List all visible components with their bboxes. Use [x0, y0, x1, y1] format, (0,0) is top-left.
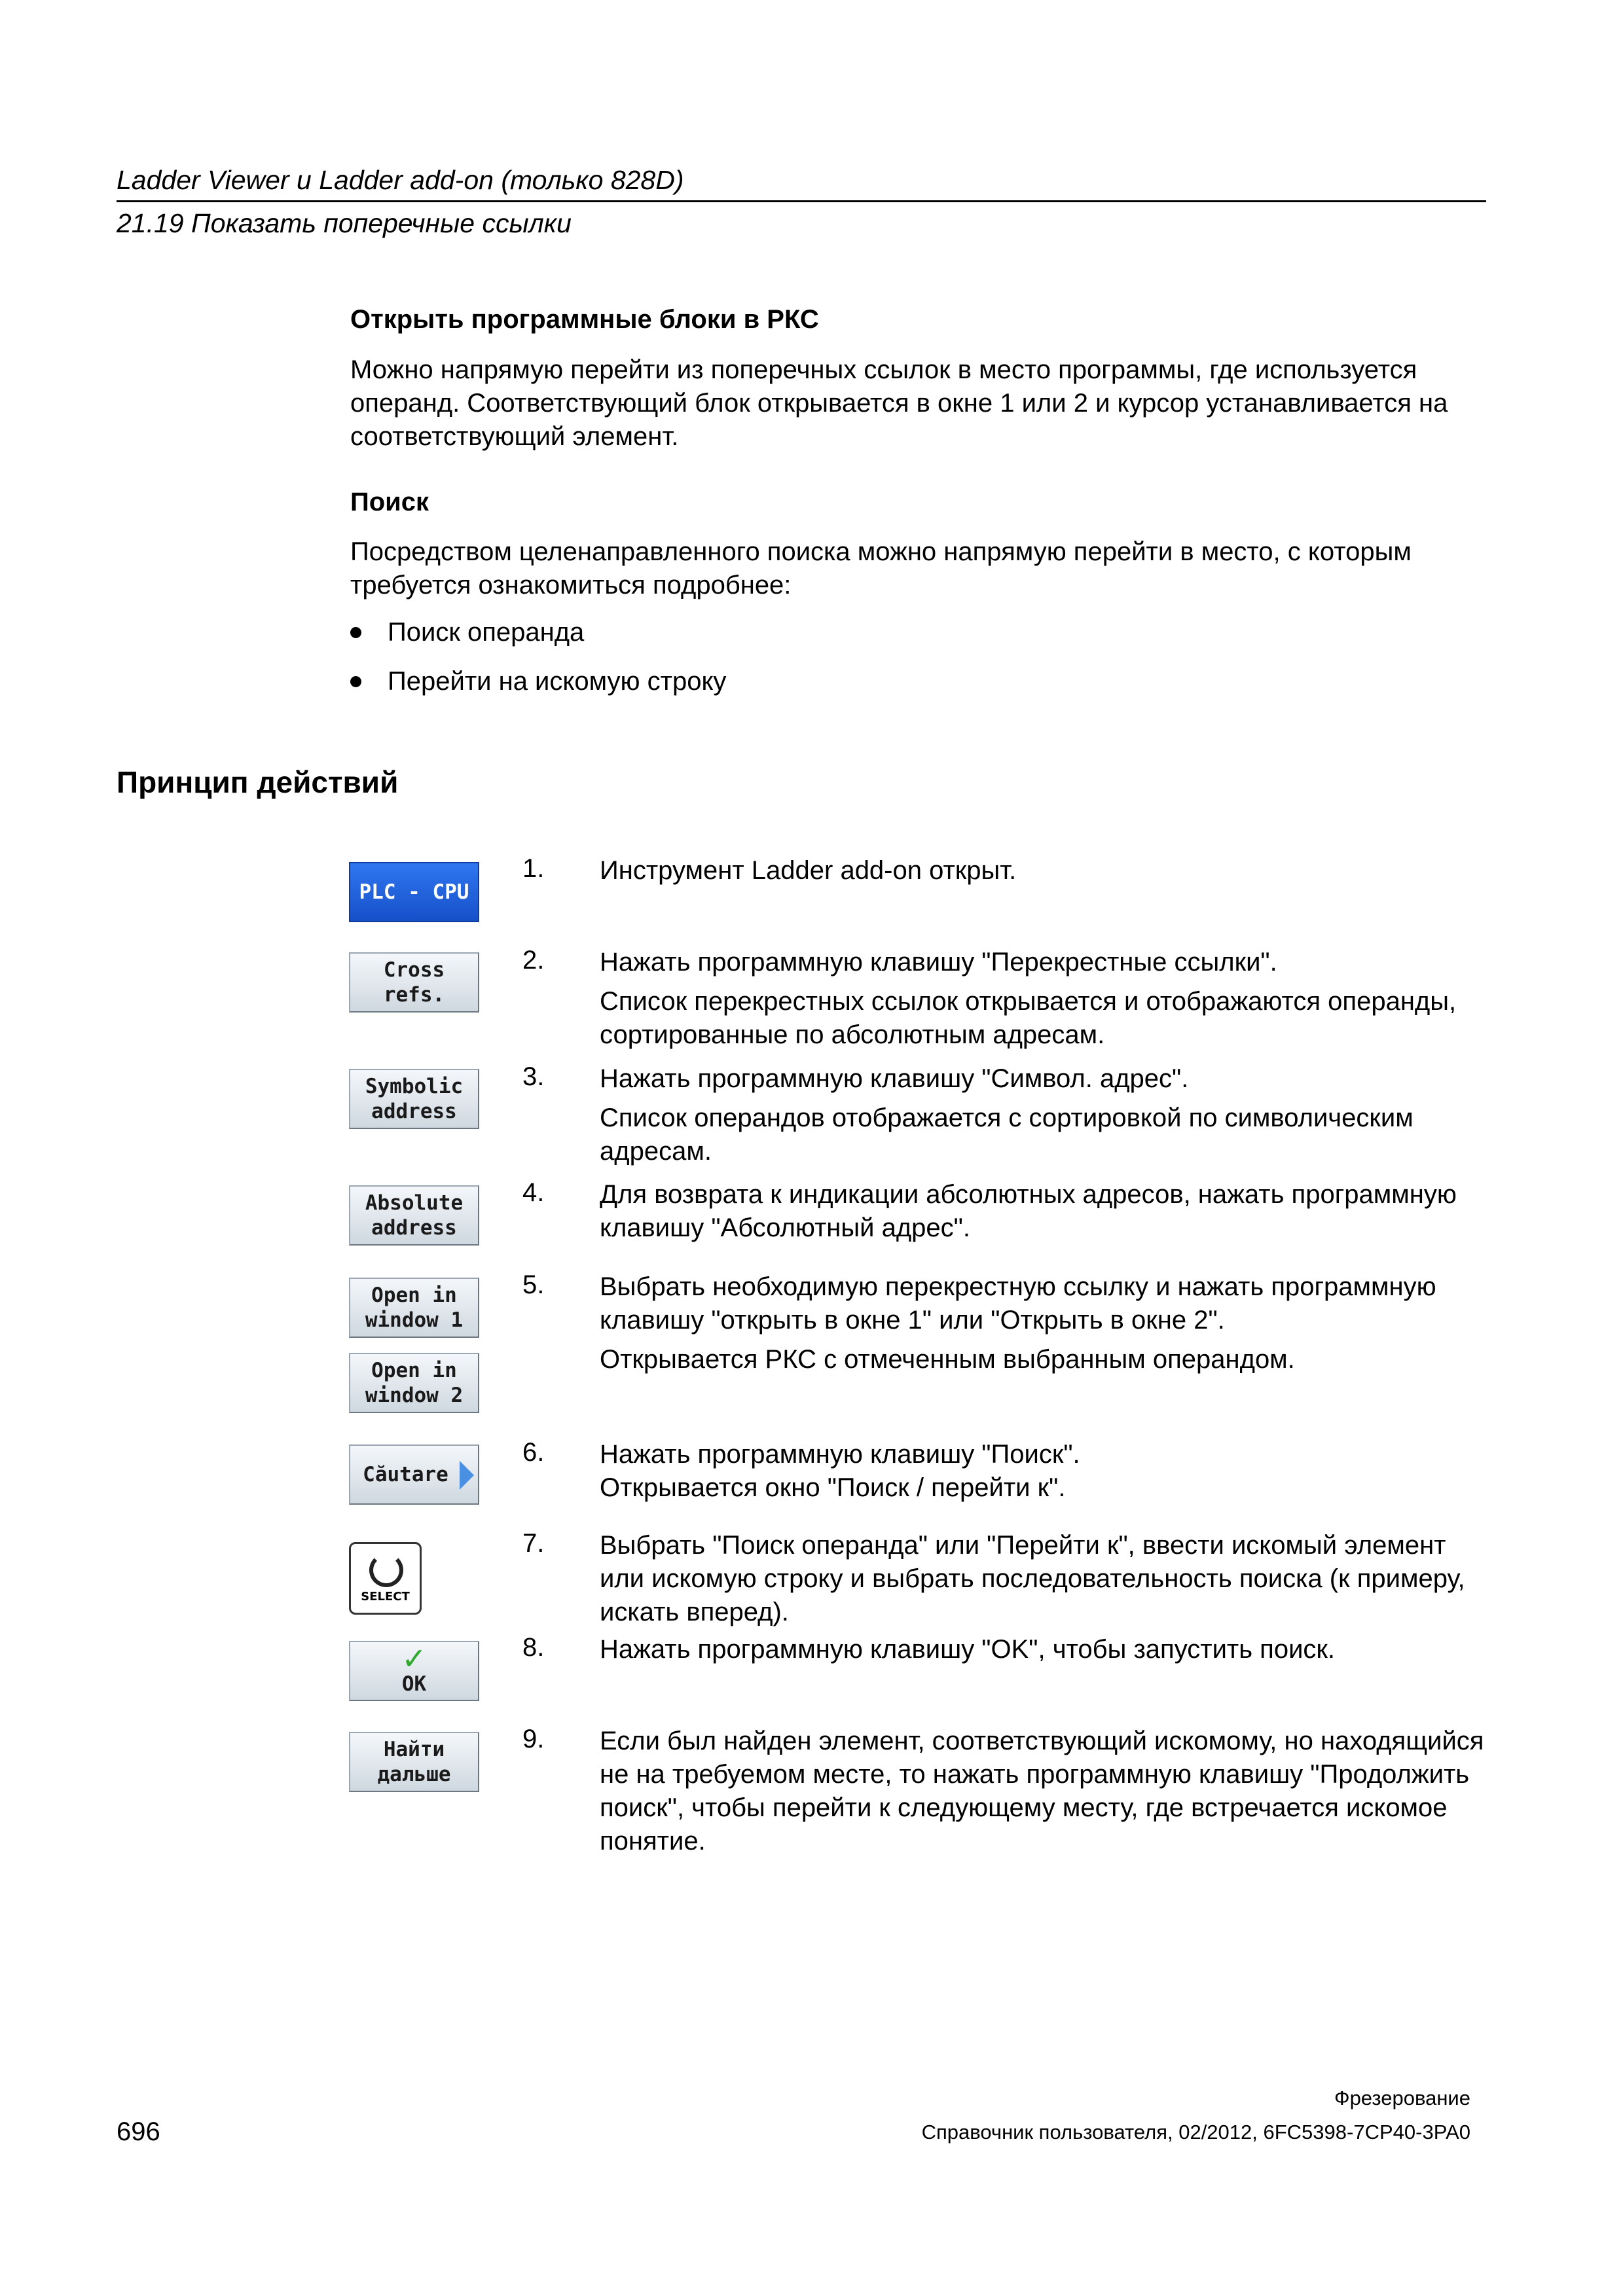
search-heading: Поиск: [350, 488, 429, 516]
open-blocks-heading: Открыть программные блоки в РКС: [350, 305, 819, 334]
principle-heading: Принцип действий: [117, 765, 399, 799]
step-text: Для возврата к индикации абсолютных адресов, нажать программную клавишу "Абсолютный адрес".: [600, 1180, 1457, 1242]
step-text: Нажать программную клавишу "Поиск".: [600, 1440, 1080, 1469]
bullet-text: Поиск операнда: [388, 618, 585, 647]
find-next-softkey: [349, 1732, 479, 1792]
step-note: Список операндов отображается с сортировкой по символическим адресам.: [600, 1103, 1413, 1166]
step-number: 2.: [522, 946, 545, 975]
page-number: 696: [117, 2117, 160, 2146]
ok-softkey: [349, 1641, 479, 1701]
step-number: 5.: [522, 1270, 545, 1299]
softkey-label: Open in: [371, 1359, 457, 1382]
footer-document-title: Фрезерование: [1334, 2087, 1470, 2109]
step-number: 1.: [522, 854, 545, 883]
search-text: Посредством целенаправленного поиска можно напрямую перейти в место, с которым требуется ознакомиться подробнее:: [350, 537, 1412, 600]
step-number: 9.: [522, 1725, 545, 1753]
footer-reference: Справочник пользователя, 02/2012, 6FC5398-7CP40-3PA0: [921, 2121, 1470, 2144]
step-number: 6.: [522, 1438, 545, 1467]
check-icon: ✓: [401, 1641, 427, 1676]
step-text: Нажать программную клавишу "OK", чтобы запустить поиск.: [600, 1635, 1336, 1664]
softkey-label: PLC - CPU: [359, 880, 469, 904]
softkey-label: OK: [401, 1672, 427, 1696]
step-number: 4.: [522, 1178, 545, 1207]
running-header-section: 21.19 Показать поперечные ссылки: [117, 208, 572, 238]
step-text: Инструмент Ladder add-on открыт.: [600, 856, 1017, 885]
bullet-item: [350, 667, 726, 696]
step-text: Выбрать необходимую перекрестную ссылку и нажать программную клавишу "открыть в окне 1" или "Открыть в окне 2".: [600, 1272, 1436, 1335]
cross-refs-softkey: [349, 952, 479, 1013]
softkey-label: Найти: [383, 1738, 445, 1761]
select-key-label: SELECT: [361, 1590, 410, 1604]
select-ring-icon: [369, 1553, 403, 1587]
softkey-label: window 1: [365, 1308, 464, 1332]
step-note: Открывается РКС с отмеченным выбранным операндом.: [600, 1345, 1295, 1374]
open-window-1-softkey: [349, 1278, 479, 1338]
softkey-label: Symbolic: [365, 1075, 464, 1098]
softkey-label: address: [371, 1216, 457, 1240]
softkey-label: Open in: [371, 1283, 457, 1307]
select-key: [349, 1542, 422, 1615]
step-note: Открывается окно "Поиск / перейти к".: [600, 1473, 1066, 1502]
bullet-item: [350, 618, 584, 647]
step-text: Нажать программную клавишу "Перекрестные ссылки".: [600, 948, 1277, 977]
open-blocks-text: Можно напрямую перейти из поперечных ссылок в место программы, где используется операнд. Соответствующий блок открывается в окне 1 или 2 и курсор устанавливается на соответствующий элемент.: [350, 355, 1448, 451]
step-text: Нажать программную клавишу "Символ. адрес".: [600, 1064, 1189, 1093]
plc-cpu-softkey: [349, 862, 479, 922]
running-header-title: Ladder Viewer и Ladder add-on (только 828D): [117, 165, 684, 195]
open-window-2-softkey: [349, 1353, 479, 1413]
absolute-address-softkey: [349, 1185, 479, 1246]
softkey-label: address: [371, 1100, 457, 1123]
symbolic-address-softkey: [349, 1069, 479, 1129]
softkey-label: Cross: [383, 958, 445, 982]
step-number: 7.: [522, 1529, 545, 1558]
step-number: 8.: [522, 1633, 545, 1662]
softkey-label: Absolute: [365, 1191, 464, 1215]
search-softkey: [349, 1444, 479, 1505]
bullet-text: Перейти на искомую строку: [388, 667, 727, 696]
arrow-right-icon: [460, 1461, 474, 1490]
step-text: Если был найден элемент, соответствующий искомому, но находящийся не на требуемом месте, то нажать программную клавишу "Продолжить поиск", чтобы перейти к следующему месту, где встречается искомое понятие.: [600, 1727, 1484, 1856]
step-number: 3.: [522, 1062, 545, 1091]
softkey-label: refs.: [383, 983, 445, 1007]
bullet-icon: [350, 676, 361, 687]
step-note: Список перекрестных ссылок открывается и отображаются операнды, сортированные по абсолютным адресам.: [600, 987, 1457, 1049]
header-rule: [117, 200, 1486, 202]
bullet-icon: [350, 627, 361, 638]
softkey-label: Căutare: [363, 1463, 448, 1486]
softkey-label: дальше: [377, 1763, 451, 1786]
softkey-label: window 2: [365, 1384, 464, 1407]
step-text: Выбрать "Поиск операнда" или "Перейти к", ввести искомый элемент или искомую строку и выбрать последовательность поиска (к примеру, искать вперед).: [600, 1531, 1465, 1626]
